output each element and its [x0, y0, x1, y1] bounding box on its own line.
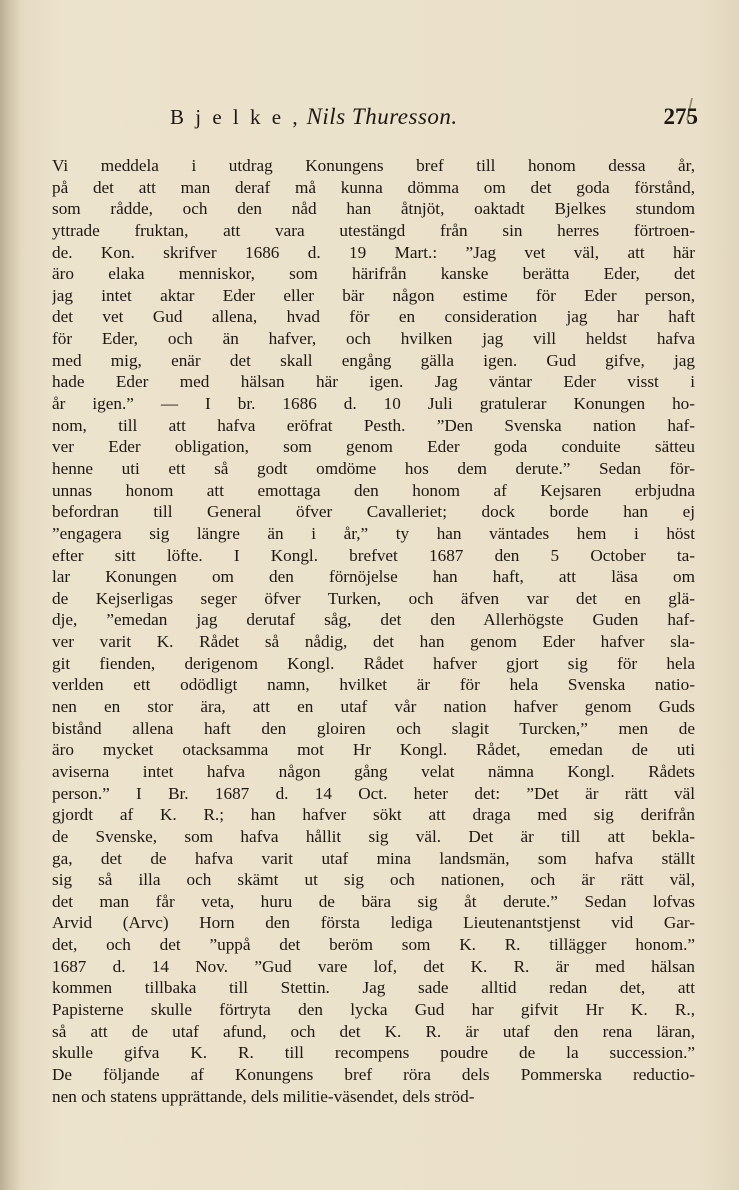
text-line: de Kejserligas seger öfver Turken, och äfven var det en glä- [52, 588, 695, 608]
text-line: befordran till General öfver Cavalleriet; dock borde han ej [52, 502, 695, 522]
text-line: yttrade fruktan, att vara utestängd från sin herres förtroen- [52, 220, 695, 240]
text-line: så att de utaf afund, och det K. R. är utaf den rena läran, [52, 1021, 695, 1041]
page-number: 275 [663, 104, 698, 129]
text-line: för Eder, och än hafver, och hvilken jag vill heldst hafva [52, 329, 695, 349]
text-line: bistånd allena haft den gloiren och slagit Turcken,” men de [52, 718, 695, 738]
text-line: Vi meddela i utdrag Konungens bref till honom dessa år, [52, 156, 695, 175]
text-line: ver Eder obligation, som genom Eder goda conduite sätteu [52, 437, 695, 457]
text-line: skulle gifva K. R. till recompens poudre de la succession.” [52, 1043, 695, 1063]
text-line: sig så illa och skämt ut sig och nationen, och är rätt väl, [52, 870, 695, 890]
text-line: med mig, enär det skall engång gälla igen. Gud gifve, jag [52, 350, 695, 370]
text-line: äro elaka menniskor, som härifrån kanske berätta Eder, det [52, 264, 695, 284]
running-head-surname: B j e l k e , [170, 105, 301, 129]
text-line: henne uti ett så godt omdöme hos dem derute.” Sedan för- [52, 458, 695, 478]
text-line: det vet Gud allena, hvad för en consideration jag har haft [52, 307, 695, 327]
text-line: person.” I Br. 1687 d. 14 Oct. heter det: ”Det är rätt väl [52, 783, 695, 803]
text-line: de. Kon. skrifver 1686 d. 19 Mart.: ”Jag vet väl, att här [52, 242, 695, 262]
body-text [52, 155, 695, 1107]
text-line: det man får veta, huru de bära sig åt derute.” Sedan lofvas [52, 891, 695, 911]
text-line: på det att man deraf må kunna dömma om det goda förstånd, [52, 177, 695, 197]
text-line: som rådde, och den nåd han åtnjöt, oaktadt Bjelkes stundom [52, 199, 695, 219]
text-line: git fienden, derigenom Kongl. Rådet hafver gjort sig för hela [52, 653, 695, 673]
text-line: det, och det ”uppå det beröm som K. R. tillägger honom.” [52, 935, 695, 955]
running-head-title [170, 104, 458, 130]
text-line: verlden ett odödligt namn, hvilket är för hela Svenska natio- [52, 675, 695, 695]
text-line: efter sitt löfte. I Kongl. brefvet 1687 den 5 October ta- [52, 545, 695, 565]
text-line: ga, det de hafva varit utaf mina landsmän, som hafva ställt [52, 848, 695, 868]
text-line: nen och statens upprättande, dels militie-väsendet, dels ströd- [52, 1086, 475, 1106]
text-line: ”engagera sig längre än i år,” ty han väntades hem i höst [52, 523, 695, 543]
text-line: 1687 d. 14 Nov. ”Gud vare lof, det K. R. är med hälsan [52, 956, 695, 976]
text-line: dje, ”emedan jag derutaf såg, det den Allerhögste Guden haf- [52, 610, 695, 630]
text-line: aviserna intet hafva någon gång velat nämna Kongl. Rådets [52, 761, 695, 781]
running-head-given-name: Nils Thuresson. [306, 104, 458, 129]
text-line: nen en stor ära, att en utaf vår nation hafver genom Guds [52, 697, 695, 717]
text-line: De följande af Konungens bref röra dels Pommerska reductio- [52, 1064, 695, 1084]
text-line: Arvid (Arvc) Horn den första lediga Lieutenantstjenst vid Gar- [52, 913, 695, 933]
text-line: nom, till att hafva eröfrat Pesth. ”Den Svenska nation haf- [52, 415, 695, 435]
text-line: äro mycket otacksamma mot Hr Kongl. Rådet, emedan de uti [52, 740, 695, 760]
text-line: ver varit K. Rådet så nådig, det han genom Eder hafver sla- [52, 632, 695, 652]
text-line: gjordt af K. R.; han hafver sökt att draga med sig derifrån [52, 805, 695, 825]
text-line: lar Konungen om den förnöjelse han haft, att läsa om [52, 567, 695, 587]
text-line: hade Eder med hälsan här igen. Jag väntar Eder visst i [52, 372, 695, 392]
text-line: Papisterne skulle förtryta den lycka Gud har gifvit Hr K. R., [52, 999, 695, 1019]
text-line: jag intet aktar Eder eller bär någon estime för Eder person, [52, 285, 695, 305]
text-line: år igen.” — I br. 1686 d. 10 Juli gratulerar Konungen ho- [52, 394, 695, 414]
page-gutter [0, 0, 20, 1190]
text-line: unnas honom att emottaga den honom af Kejsaren erbjudna [52, 480, 695, 500]
text-line: de Svenske, som hafva hållit sig väl. Det är till att bekla- [52, 826, 695, 846]
text-line: kommen tillbaka till Stettin. Jag sade alltid redan det, att [52, 978, 695, 998]
running-head [60, 104, 700, 144]
